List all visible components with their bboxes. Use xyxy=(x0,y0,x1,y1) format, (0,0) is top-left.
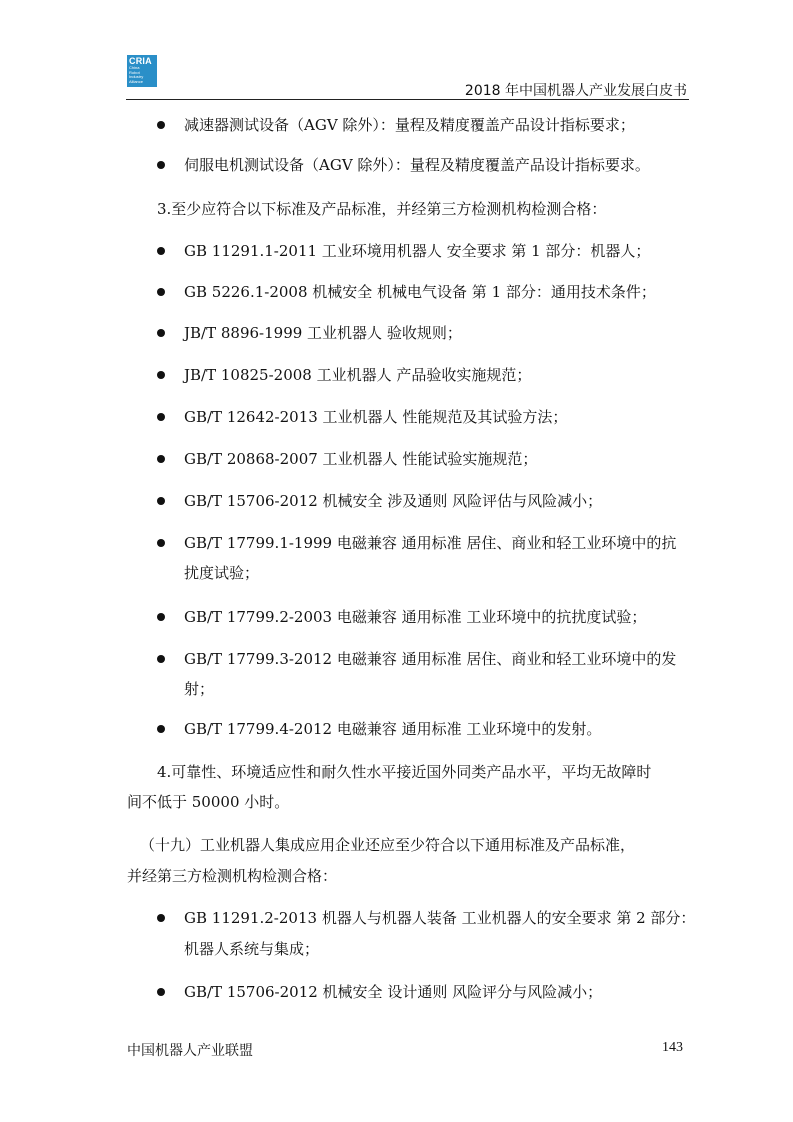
body-text-line: 机器人系统与集成； xyxy=(184,940,320,958)
bullet-item: 减速器测试设备（AGV 除外）：量程及精度覆盖产品设计指标要求； xyxy=(184,116,635,134)
footer-org: 中国机器人产业联盟 xyxy=(127,1043,253,1059)
cria-logo xyxy=(127,55,157,87)
body-text-line: 并经第三方检测机构检测合格： xyxy=(127,867,338,885)
bullet-item: GB/T 15706-2012 机械安全 设计通则 风险评分与风险减小； xyxy=(184,983,603,1001)
bullet-dot-icon xyxy=(157,539,165,547)
header-divider xyxy=(126,99,689,100)
header-title: 2018 年中国机器人产业发展白皮书 xyxy=(464,83,687,99)
bullet-item: GB/T 17799.4-2012 电磁兼容 通用标准 工业环境中的发射。 xyxy=(184,720,602,738)
bullet-item: JB/T 10825-2008 工业机器人 产品验收实施规范； xyxy=(184,366,532,384)
bullet-dot-icon xyxy=(157,371,165,379)
bullet-dot-icon xyxy=(157,329,165,337)
bullet-dot-icon xyxy=(157,413,165,421)
logo-brand: CRIA xyxy=(129,56,152,66)
logo-tagline-line: China xyxy=(129,65,140,70)
bullet-item: GB 11291.2-2013 机器人与机器人装备 工业机器人的安全要求 第 2 部分： xyxy=(184,909,696,927)
bullet-dot-icon xyxy=(157,497,165,505)
bullet-item: GB/T 20868-2007 工业机器人 性能试验实施规范； xyxy=(184,450,538,468)
bullet-dot-icon xyxy=(157,247,165,255)
bullet-item: GB/T 17799.2-2003 电磁兼容 通用标准 工业环境中的抗扰度试验； xyxy=(184,608,647,626)
page-number: 143 xyxy=(662,1040,683,1055)
bullet-item: GB 5226.1-2008 机械安全 机械电气设备 第 1 部分：通用技术条件； xyxy=(184,283,656,301)
bullet-dot-icon xyxy=(157,613,165,621)
body-text-line: 扰度试验； xyxy=(184,564,260,582)
body-text-line: 间不低于 50000 小时。 xyxy=(127,793,290,811)
bullet-item: 伺服电机测试设备（AGV 除外）：量程及精度覆盖产品设计指标要求。 xyxy=(184,156,650,174)
bullet-item: GB/T 15706-2012 机械安全 涉及通则 风险评估与风险减小； xyxy=(184,492,603,510)
bullet-dot-icon xyxy=(157,121,165,129)
body-text-line: 射； xyxy=(184,680,215,698)
logo-tagline-line: Robot xyxy=(129,69,140,75)
body-text-line: 4.可靠性、环境适应性和耐久性水平接近国外同类产品水平，平均无故障时 xyxy=(157,763,652,781)
bullet-dot-icon xyxy=(157,725,165,733)
logo-tagline-line: Industry xyxy=(129,74,144,80)
body-text-line: 3.至少应符合以下标准及产品标准，并经第三方检测机构检测合格： xyxy=(157,200,607,218)
bullet-dot-icon xyxy=(157,161,165,169)
bullet-dot-icon xyxy=(157,455,165,463)
bullet-dot-icon xyxy=(157,914,165,922)
bullet-dot-icon xyxy=(157,988,165,996)
bullet-item: JB/T 8896-1999 工业机器人 验收规则； xyxy=(184,324,462,342)
bullet-item: GB 11291.1-2011 工业环境用机器人 安全要求 第 1 部分：机器人； xyxy=(184,242,651,260)
bullet-dot-icon xyxy=(157,288,165,296)
bullet-item: GB/T 17799.3-2012 电磁兼容 通用标准 居住、商业和轻工业环境中的发 xyxy=(184,650,677,668)
bullet-dot-icon xyxy=(157,655,165,663)
bullet-item: GB/T 12642-2013 工业机器人 性能规范及其试验方法； xyxy=(184,408,568,426)
logo-tagline-line: Alliance xyxy=(129,78,144,84)
body-text-line: （十九）工业机器人集成应用企业还应至少符合以下通用标准及产品标准， xyxy=(140,836,636,854)
bullet-item: GB/T 17799.1-1999 电磁兼容 通用标准 居住、商业和轻工业环境中的抗 xyxy=(184,534,677,552)
